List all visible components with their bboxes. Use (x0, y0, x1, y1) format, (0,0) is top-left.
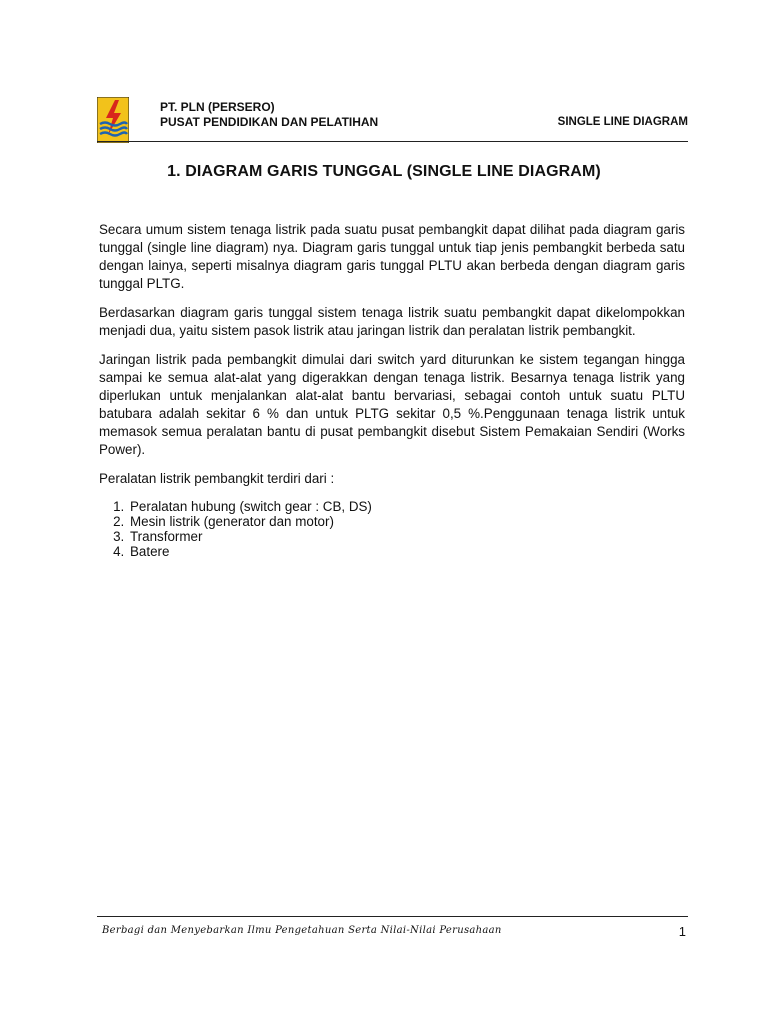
document-tag: SINGLE LINE DIAGRAM (557, 116, 688, 128)
equipment-list (99, 499, 685, 559)
pln-logo-icon (97, 97, 129, 143)
list-item: 1. Peralatan hubung (switch gear : CB, DS) (128, 499, 685, 514)
list-item: 4. Batere (128, 544, 685, 559)
paragraph-4: Peralatan listrik pembangkit terdiri dari : (99, 471, 335, 486)
paragraph-2: Berdasarkan diagram garis tunggal sistem tenaga listrik suatu pembangkit dapat dikelompokkan menjadi dua, yaitu sistem pasok listrik atau jaringan listrik dan peralatan listrik pembangkit. (99, 305, 685, 338)
header-divider (97, 141, 688, 142)
org-line-2: PUSAT PENDIDIKAN DAN PELATIHAN (160, 115, 379, 129)
org-line-1: PT. PLN (PERSERO) (160, 100, 275, 114)
paragraph-1: Secara umum sistem tenaga listrik pada suatu pusat pembangkit dapat dilihat pada diagram garis tunggal (single line diagram) nya. Diagram garis tunggal untuk tiap jenis pembangkit berbeda satu dengan lainya, seperti misalnya diagram garis tunggal PLTU akan berbeda dengan diagram garis tunggal PLTG. (99, 222, 685, 291)
footer-motto: Berbagi dan Menyebarkan Ilmu Pengetahuan Serta Nilai-Nilai Perusahaan (102, 925, 502, 936)
organization-name (160, 100, 378, 130)
footer-divider (97, 916, 688, 917)
list-item: 3. Transformer (128, 529, 685, 544)
page-title: 1. DIAGRAM GARIS TUNGGAL (SINGLE LINE DIAGRAM) (167, 163, 601, 180)
list-item: 2. Mesin listrik (generator dan motor) (128, 514, 685, 529)
paragraph-3: Jaringan listrik pada pembangkit dimulai dari switch yard diturunkan ke sistem tegangan hingga sampai ke semua alat-alat yang digerakkan dengan tenaga listrik. Besarnya tenaga listrik yang diperlukan untuk menjalankan alat-alat bantu bervariasi, sebagai contoh untuk suatu PLTU batubara adalah sekitar 6 % dan untuk PLTG sekitar 0,5 %.Penggunaan tenaga listrik untuk memasok semua peralatan bantu di pusat pembangkit disebut Sistem Pemakaian Sendiri (Works Power). (99, 352, 685, 457)
document-body (99, 221, 685, 559)
page-number: 1 (678, 924, 686, 939)
